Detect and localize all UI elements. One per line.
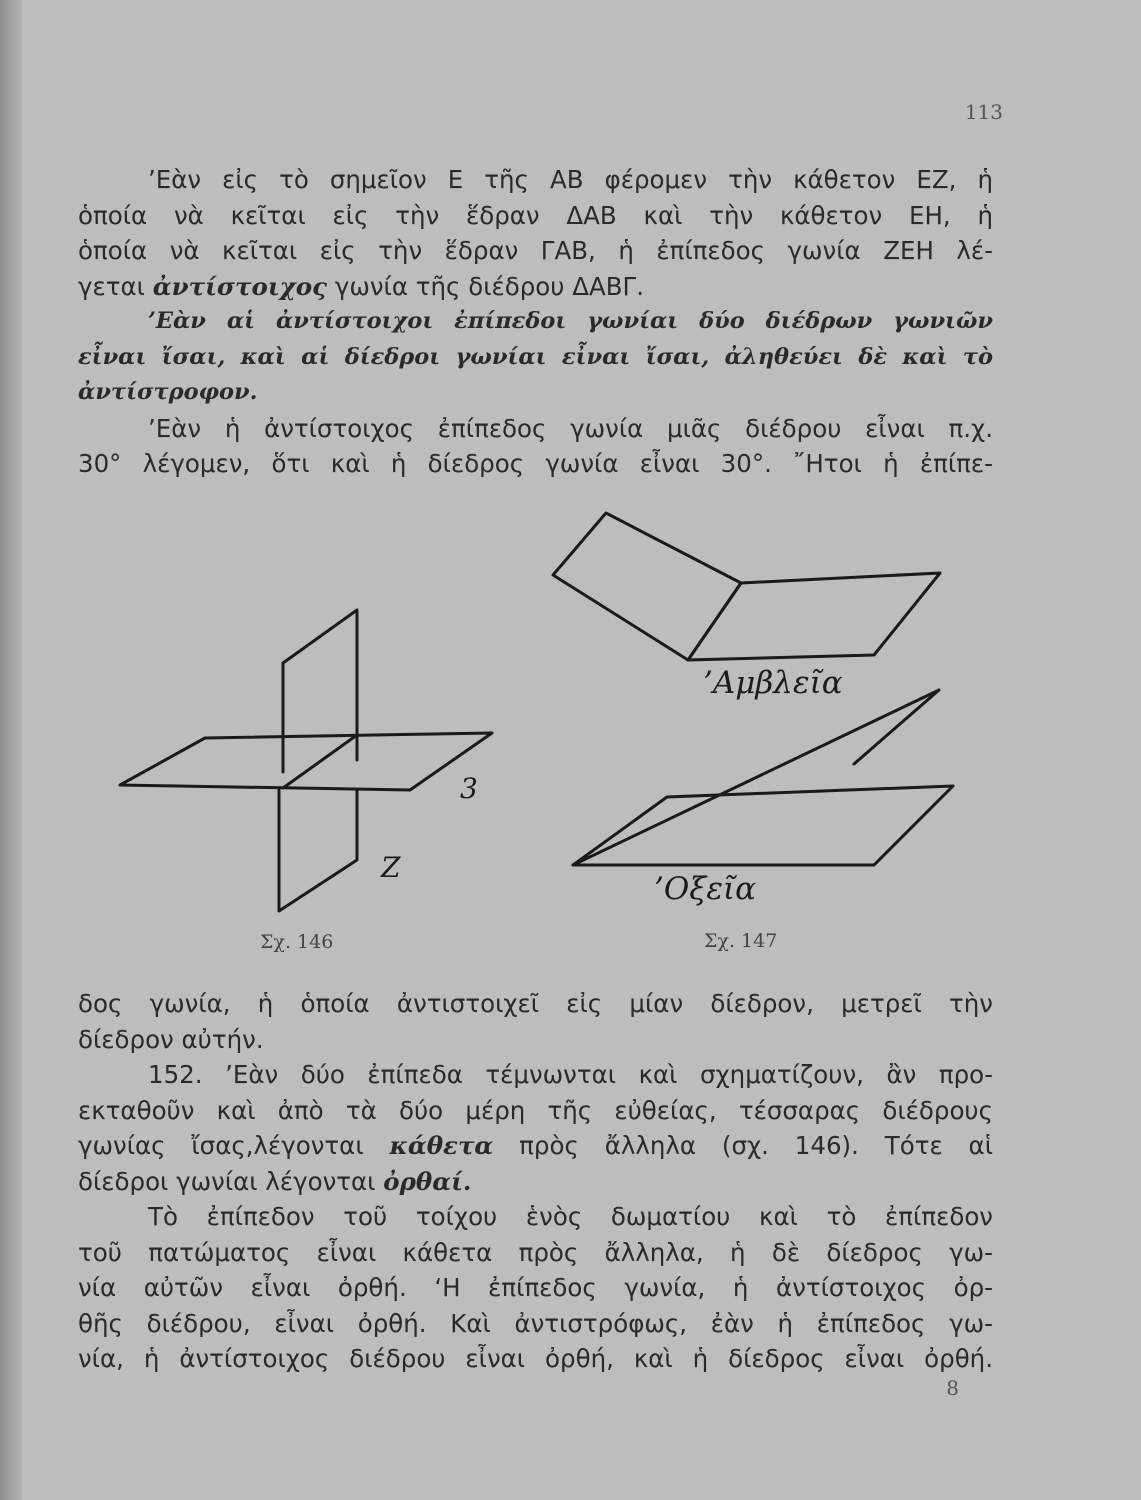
text-line: δίεδρον αὐτήν. (78, 1024, 264, 1054)
theorem-line: ἀντίστροφον. (78, 379, 258, 405)
fig146-vertical-plane (283, 610, 357, 772)
bold-term: ὀρθαί. (383, 1166, 472, 1196)
label-acute: ’Οξεῖα (654, 871, 757, 907)
text-line: Τὸ ἐπίπεδον τοῦ τοίχου ἑνὸς δωματίου καὶ τὸ ἐπίπεδον (148, 1202, 993, 1231)
text-line: ’Εὰν εἰς τὸ σημεῖον Ε τῆς ΑΒ φέρομεν τὴν κάθετον ΕΖ, ἡ (148, 165, 993, 194)
acute-lower-face (573, 786, 953, 865)
text-line: 30° λέγομεν, ὅτι καὶ ἡ δίεδρος γωνία εἶναι 30°. ῎Ητοι ἡ ἐπίπε- (78, 449, 993, 478)
text-span: πρὸς ἄλληλα (σχ. 146). Τότε αἱ (493, 1131, 994, 1160)
text-line: νία αὐτῶν εἶναι ὀρθή. ‘Η ἐπίπεδος γωνία, ἡ ἀντίστοιχος ὀρ- (78, 1273, 993, 1302)
bold-term: ἀντίστοιχος (152, 271, 328, 301)
bold-term: κάθετα (389, 1131, 494, 1160)
obtuse-left-face (553, 513, 741, 660)
fig146-vertical-plane-lower (279, 790, 357, 911)
text-line: ὁποία νὰ κεῖται εἰς τὴν ἕδραν ΓΑΒ, ἡ ἐπίπεδος γωνία ΖΕΗ λέ- (78, 236, 993, 265)
obtuse-right-face (688, 573, 940, 660)
paragraph-4 (78, 986, 993, 1057)
paragraph-152 (78, 1057, 993, 1199)
fig146-drawing (120, 610, 492, 911)
text-line: εκταθοῦν καὶ ἀπὸ τὰ δύο μέρη τῆς εὐθείας, τέσσαρας διέδρους (78, 1095, 993, 1125)
acute-upper-face (573, 690, 939, 865)
text-line: 152. ’Εὰν δύο ἐπίπεδα τέμνωνται καὶ σχηματίζουν, ἂν προ- (148, 1060, 993, 1089)
text-span: γωνία τῆς διέδρου ΔΑΒΓ. (327, 271, 644, 301)
fig146-horizontal-plane (120, 733, 492, 790)
page-number: 113 (964, 100, 1003, 124)
fig146-intersection-line (283, 735, 357, 788)
fig147-acute-drawing (573, 690, 953, 865)
fig146-caption: Σχ. 146 (260, 931, 334, 953)
text-span: δίεδροι γωνίαι λέγονται (78, 1166, 384, 1196)
text-span: γεται (78, 271, 153, 301)
text-line: ’Εὰν ἡ ἀντίστοιχος ἐπίπεδος γωνία μιᾶς διέδρου εἶναι π.χ. (148, 413, 993, 443)
fig147-caption: Σχ. 147 (704, 930, 778, 952)
label-obtuse: ’Αμβλεῖα (703, 665, 843, 701)
text-line: τοῦ πατώματος εἶναι κάθετα πρὸς ἄλληλα, ἡ δὲ δίεδρος γω- (78, 1237, 993, 1267)
lower-text-block (78, 986, 993, 1377)
fig147-obtuse-drawing (553, 513, 940, 660)
text-line: νία, ἡ ἀντίστοιχος διέδρου εἶναι ὀρθή, καὶ ἡ δίεδρος εἶναι ὀρθή. (78, 1344, 993, 1373)
fig146-label-z: Z (381, 851, 401, 884)
paragraph-6 (78, 1199, 993, 1377)
fig146-label-3: 3 (460, 772, 478, 805)
text-line: θῆς διέδρου, εἶναι ὀρθή. Καὶ ἀντιστρόφως, ἐὰν ἡ ἐπίπεδος γω- (78, 1308, 993, 1338)
text-line: δος γωνία, ἡ ὁποία ἀντιστοιχεῖ εἰς μίαν δίεδρον, μετρεῖ τὴν (78, 989, 993, 1018)
theorem-line: ’Εὰν αἱ ἀντίστοιχοι ἐπίπεδοι γωνίαι δύο διέδρων γωνιῶν (148, 308, 993, 334)
theorem-line: εἶναι ἴσαι, καὶ αἱ δίεδροι γωνίαι εἶναι ἴσαι, ἀληθεύει δὲ καὶ τὸ (78, 343, 993, 370)
text-span: γωνίας ἴσας,λέγονται (78, 1131, 390, 1160)
signature-mark: 8 (946, 1376, 959, 1400)
text-line: ὁποία νὰ κεῖται εἰς τὴν ἕδραν ΔΑΒ καὶ τὴν κάθετον ΕΗ, ἡ (78, 200, 993, 230)
